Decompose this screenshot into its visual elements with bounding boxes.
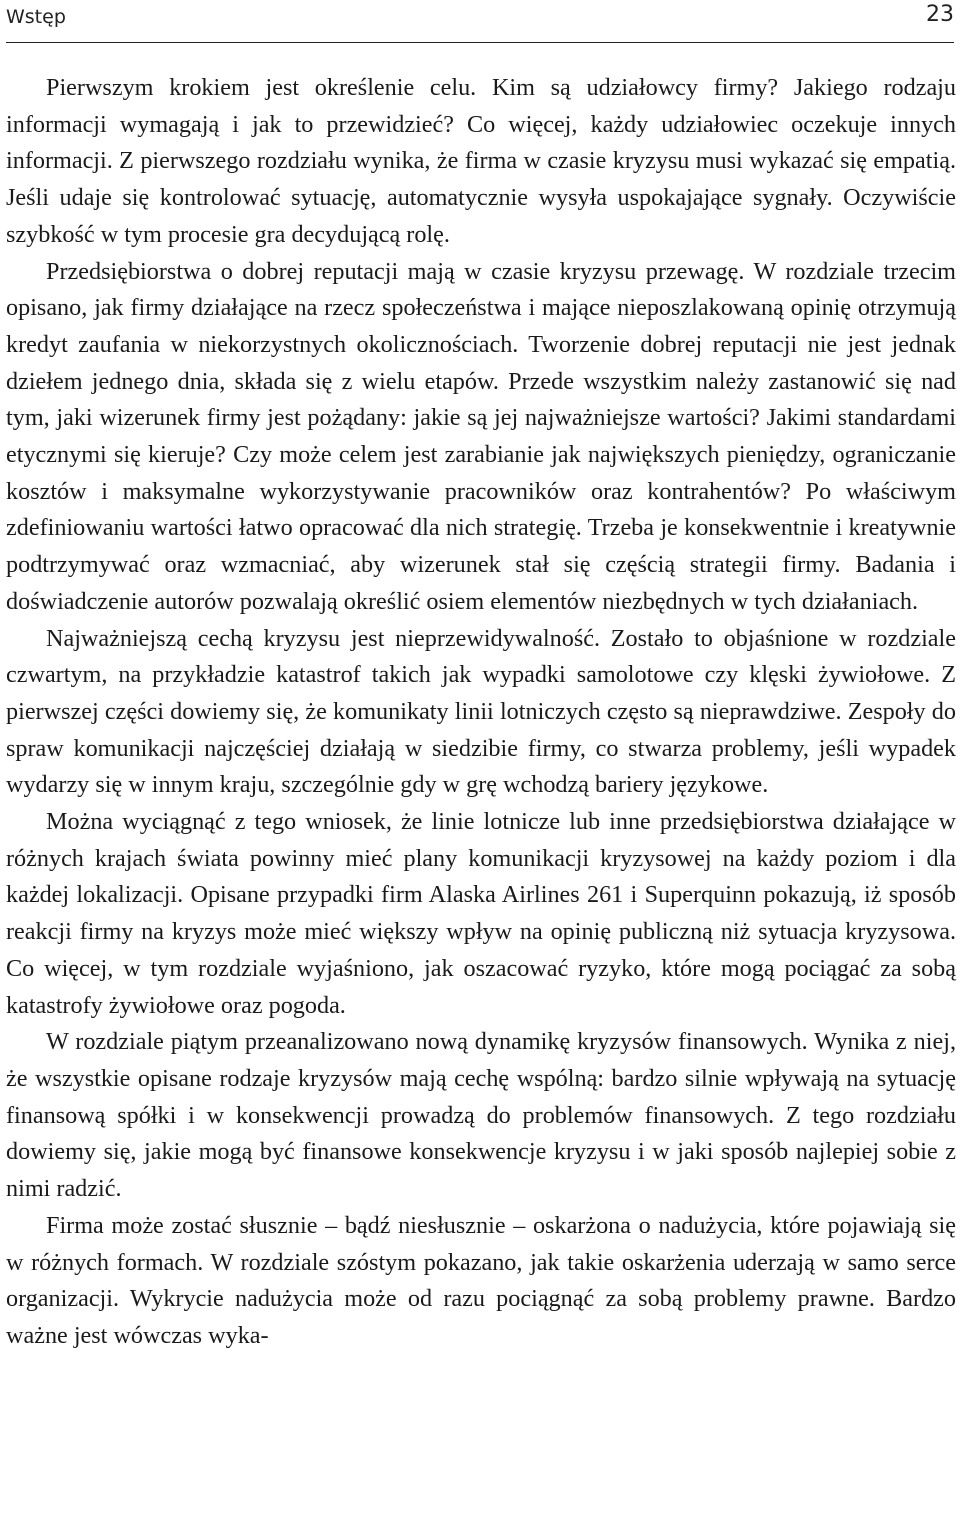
paragraph: Najważniejszą cechą kryzysu jest nieprzewidywalność. Zostało to objaśnione w rozdziale czwartym, na przykładzie katastrof takich jak wypadki samolotowe czy klęski żywiołowe. Z pierwszej części dowiemy się, że komunikaty linii lotniczych często są nieprawdziwe. Zespoły do spraw komunikacji najczęściej działają w siedzibie firmy, co stwarza problemy, jeśli wypadek wydarzy się w innym kraju, szczególnie gdy w grę wchodzą bariery językowe. bbox=[6, 624, 956, 799]
running-head: Wstęp bbox=[6, 6, 66, 28]
paragraph: Pierwszym krokiem jest określenie celu. Kim są udziałowcy firmy? Jakiego rodzaju informacji wymagają i jak to przewidzieć? Co więcej, każdy udziałowiec oczekuje innych informacji. Z pierwszego rozdziału wynika, że firma w czasie kryzysu musi wykazać się empatią. Jeśli udaje się kontrolować sytuację, automatycznie wysyła uspokajające sygnały. Oczywiście szybkość w tym procesie gra decydującą rolę. bbox=[6, 74, 956, 248]
body-text bbox=[6, 70, 956, 1355]
paragraph: Przedsiębiorstwa o dobrej reputacji mają w czasie kryzysu przewagę. W rozdziale trzecim opisano, jak firmy działające na rzecz społeczeństwa i mające nieposzlakowaną opinię otrzymują kredyt zaufania w niekorzystnych okolicznościach. Tworzenie dobrej reputacji nie jest jednak dziełem jednego dnia, składa się z wielu etapów. Przede wszystkim należy zastanowić się nad tym, jaki wizerunek firmy jest pożądany: jakie są jej najważniejsze wartości? Jakimi standardami etycznymi się kieruje? Czy może celem jest zarabianie jak największych pieniędzy, ograniczanie kosztów i maksymalne wykorzystywanie pracowników oraz kontrahentów? Po właściwym zdefiniowaniu wartości łatwo opracować dla nich strategię. Trzeba je konsekwentnie i kreatywnie podtrzymywać oraz wzmacniać, aby wizerunek stał się częścią strategii firmy. Badania i doświadczenie autorów pozwalają określić osiem elementów niezbędnych w tych działaniach. bbox=[6, 257, 956, 615]
paragraph: W rozdziale piątym przeanalizowano nową dynamikę kryzysów finansowych. Wynika z niej, że wszystkie opisane rodzaje kryzysów mają cechę wspólną: bardzo silnie wpływają na sytuację finansową spółki i w konsekwencji prowadzą do problemów finansowych. Z tego rozdziału dowiemy się, jakie mogą być finansowe konsekwencje kryzysu i w jaki sposób najlepiej sobie z nimi radzić. bbox=[6, 1028, 956, 1203]
page-header bbox=[6, 0, 954, 43]
paragraph: Firma może zostać słusznie – bądź niesłusznie – oskarżona o nadużycia, które pojawiają się w różnych formach. W rozdziale szóstym pokazano, jak takie oskarżenia uderzają w samo serce organizacji. Wykrycie nadużycia może od razu pociągnąć za sobą problemy prawne. Bardzo ważne jest wówczas wyka- bbox=[6, 1211, 956, 1349]
paragraph: Można wyciągnąć z tego wniosek, że linie lotnicze lub inne przedsiębiorstwa działające w różnych krajach świata powinny mieć plany komunikacji kryzysowej na każdy poziom i dla każdej lokalizacji. Opisane przypadki firm Alaska Airlines 261 i Superquinn pokazują, iż sposób reakcji firmy na kryzys może mieć większy wpływ na opinię publiczną niż sytuacja kryzysowa. Co więcej, w tym rozdziale wyjaśniono, jak oszacować ryzyko, które mogą pociągać za sobą katastrofy żywiołowe oraz pogoda. bbox=[6, 808, 956, 1019]
page-number: 23 bbox=[926, 2, 954, 27]
